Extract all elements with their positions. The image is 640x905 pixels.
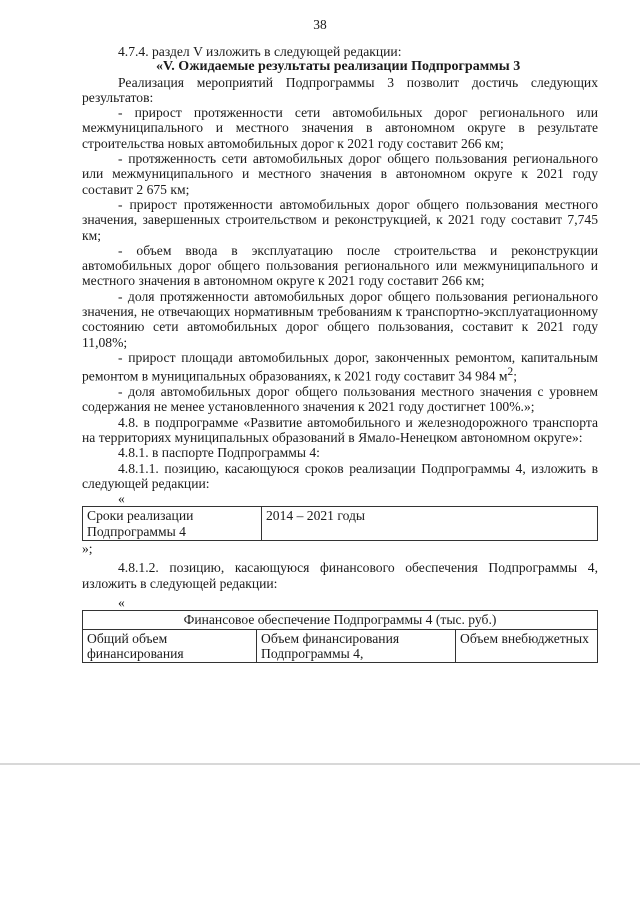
table-row <box>83 629 598 663</box>
timeline-label-cell: Сроки реализации Подпрограммы 4 <box>83 507 262 541</box>
result-area-sup: 2 <box>507 366 514 379</box>
result-item: - протяженность сети автомобильных дорог общего пользования регионального или межмуниципального и местного значения в автономном округе к 2021 году составит 2 675 км; <box>82 151 598 197</box>
result-area-tail: ; <box>513 368 517 384</box>
table-row <box>83 611 598 629</box>
result-item: - доля автомобильных дорог общего пользования местного значения с уровнем содержания не менее установленного значения к 2021 году достигнет 100%.»; <box>82 384 598 415</box>
quote-close: »; <box>82 541 93 557</box>
finance-col-subprogram: Объем финансирования Подпрограммы 4, <box>257 629 456 663</box>
finance-col-extrabudget: Объем внебюджетных <box>456 629 598 663</box>
quote-open-2: « <box>118 594 125 610</box>
quote-open: « <box>118 491 125 507</box>
result-item: - прирост протяженности автомобильных дорог общего пользования местного значения, завершенных строительством и реконструкцией, к 2021 году составит 7,745 км; <box>82 196 598 243</box>
table-row <box>83 507 598 541</box>
document-body <box>82 44 598 663</box>
result-item: - прирост протяженности сети автомобильных дорог регионального или межмуниципального и местного значения в автономном округе в результате строительства новых автомобильных дорог к 2021 году составит 266 км; <box>82 105 598 151</box>
results-intro: Реализация мероприятий Подпрограммы 3 позволит достичь следующих результатов: <box>82 74 598 105</box>
timeline-table <box>82 506 598 541</box>
section-title: «V. Ожидаемые результаты реализации Подпрограммы 3 <box>156 59 521 75</box>
finance-table-header: Финансовое обеспечение Подпрограммы 4 (тыс. руб.) <box>83 611 598 629</box>
result-item: - объем ввода в эксплуатацию после строительства и реконструкции автомобильных дорог общего пользования регионального или межмуниципального и местного значения в автономном округе к 2021 году составит 266 км; <box>82 242 598 289</box>
paragraph-4-8-1-1: 4.8.1.1. позицию, касающуюся сроков реализации Подпрограммы 4, изложить в следующей редакции: <box>82 460 598 491</box>
heading-intro: 4.7.4. раздел V изложить в следующей редакции: <box>118 44 402 59</box>
paragraph-4-8: 4.8. в подпрограмме «Развитие автомобильного и железнодорожного транспорта на территориях муниципальных образований в Ямало-Ненецком автономном округе»: <box>82 414 598 445</box>
result-item-area <box>82 350 598 384</box>
finance-col-total: Общий объем финансирования <box>83 629 257 663</box>
result-item: - доля протяженности автомобильных дорог общего пользования регионального значения, не отвечающих нормативным требованиям к транспортно-эксплуатационному состоянию сети автомобильных дорог общего пользования, составит к 2021 году 11,08%; <box>82 288 598 350</box>
timeline-value-cell: 2014 – 2021 годы <box>262 507 598 541</box>
paragraph-4-8-1: 4.8.1. в паспорте Подпрограммы 4: <box>118 445 320 461</box>
paragraph-4-8-1-2: 4.8.1.2. позицию, касающуюся финансового обеспечения Подпрограммы 4, изложить в следующей редакции: <box>82 560 598 591</box>
result-area-text: - прирост площади автомобильных дорог, законченных ремонтом, капитальным ремонтом в муниципальных образованиях, к 2021 году составит 34 984 м <box>82 349 598 384</box>
page-number: 38 <box>313 17 327 32</box>
finance-table <box>82 610 598 663</box>
